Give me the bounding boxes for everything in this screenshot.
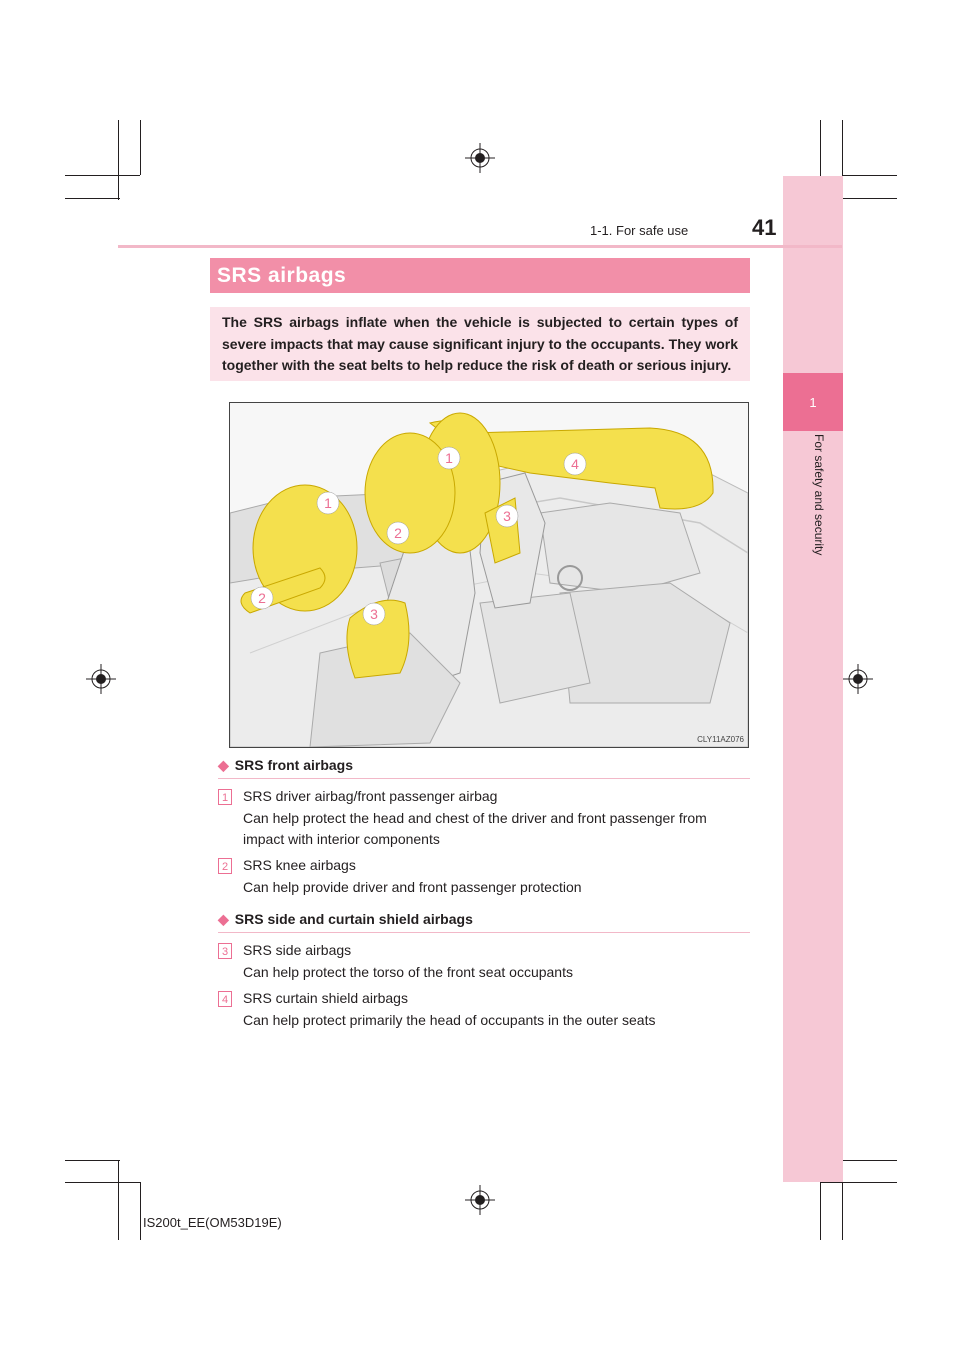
subsection-heading-front <box>218 757 353 774</box>
figure-code: CLY11AZ076 <box>697 735 744 744</box>
item-title: SRS curtain shield airbags <box>243 990 408 1006</box>
diamond-bullet-icon: ◆ <box>218 757 229 773</box>
subsection-title: SRS front airbags <box>234 757 354 773</box>
registration-mark-icon <box>86 664 116 694</box>
crop-mark <box>65 198 120 199</box>
page-number: 41 <box>752 215 777 240</box>
crop-mark <box>65 1182 140 1183</box>
diamond-bullet-icon: ◆ <box>218 911 229 927</box>
crop-mark <box>842 120 843 175</box>
item-number-badge: 1 <box>218 789 232 805</box>
list-item <box>243 988 748 1031</box>
item-title: SRS knee airbags <box>243 857 356 873</box>
header-rule <box>118 245 842 248</box>
chapter-side-tab <box>783 176 843 1182</box>
item-number-badge: 4 <box>218 991 232 1007</box>
svg-text:4: 4 <box>571 456 579 472</box>
svg-text:1: 1 <box>324 495 332 511</box>
subsection-rule <box>218 932 750 933</box>
section-title: SRS airbags <box>210 258 750 293</box>
crop-mark <box>65 1160 120 1161</box>
intro-box: The SRS airbags inflate when the vehicle is subjected to certain types of severe impacts that may cause significant injury to the occupants. They work together with the seat belts to help reduce the risk of death or serious injury. <box>210 307 750 381</box>
svg-text:2: 2 <box>394 525 402 541</box>
callout-3-passenger-side <box>496 505 518 527</box>
running-header-section: 1-1. For safe use <box>590 223 689 238</box>
footer-doc-code: IS200t_EE(OM53D19E) <box>143 1215 282 1230</box>
item-title: SRS driver airbag/front passenger airbag <box>243 788 498 804</box>
svg-text:1: 1 <box>445 450 453 466</box>
crop-mark <box>842 1160 897 1161</box>
chapter-title: For safety and security <box>812 434 826 556</box>
svg-text:2: 2 <box>258 590 266 606</box>
registration-mark-icon <box>843 664 873 694</box>
item-description: Can help protect the head and chest of the driver and front passenger from impact with interior components <box>243 809 707 847</box>
airbag-illustration <box>229 402 749 748</box>
crop-mark <box>140 1182 141 1240</box>
item-number-badge: 2 <box>218 858 232 874</box>
crop-mark <box>820 1182 897 1183</box>
chapter-number: 1 <box>783 373 843 431</box>
subsection-title: SRS side and curtain shield airbags <box>234 911 473 927</box>
callout-2-passenger-knee <box>387 522 409 544</box>
item-title: SRS side airbags <box>243 942 352 958</box>
subsection-heading-side-curtain <box>218 911 473 928</box>
callout-4-curtain <box>564 453 586 475</box>
registration-mark-icon <box>465 143 495 173</box>
crop-mark <box>842 175 897 176</box>
crop-mark <box>65 175 140 176</box>
callout-1-passenger <box>438 447 460 469</box>
list-item <box>243 786 748 851</box>
svg-text:3: 3 <box>370 606 378 622</box>
item-description: Can help protect the torso of the front seat occupants <box>243 963 573 980</box>
callout-2-driver-knee <box>251 587 273 609</box>
subsection-rule <box>218 778 750 779</box>
list-item <box>243 940 748 983</box>
car-interior-drawing <box>230 403 748 747</box>
crop-mark <box>118 1160 119 1240</box>
item-number-badge: 3 <box>218 943 232 959</box>
item-description: Can help protect primarily the head of occupants in the outer seats <box>243 1011 656 1028</box>
crop-mark <box>118 120 119 200</box>
crop-mark <box>842 1182 843 1240</box>
callout-3-driver-side <box>363 603 385 625</box>
crop-mark <box>140 120 141 175</box>
item-description: Can help provide driver and front passenger protection <box>243 878 582 895</box>
svg-text:3: 3 <box>503 508 511 524</box>
list-item <box>243 855 748 898</box>
registration-mark-icon <box>465 1185 495 1215</box>
callout-1-driver <box>317 492 339 514</box>
